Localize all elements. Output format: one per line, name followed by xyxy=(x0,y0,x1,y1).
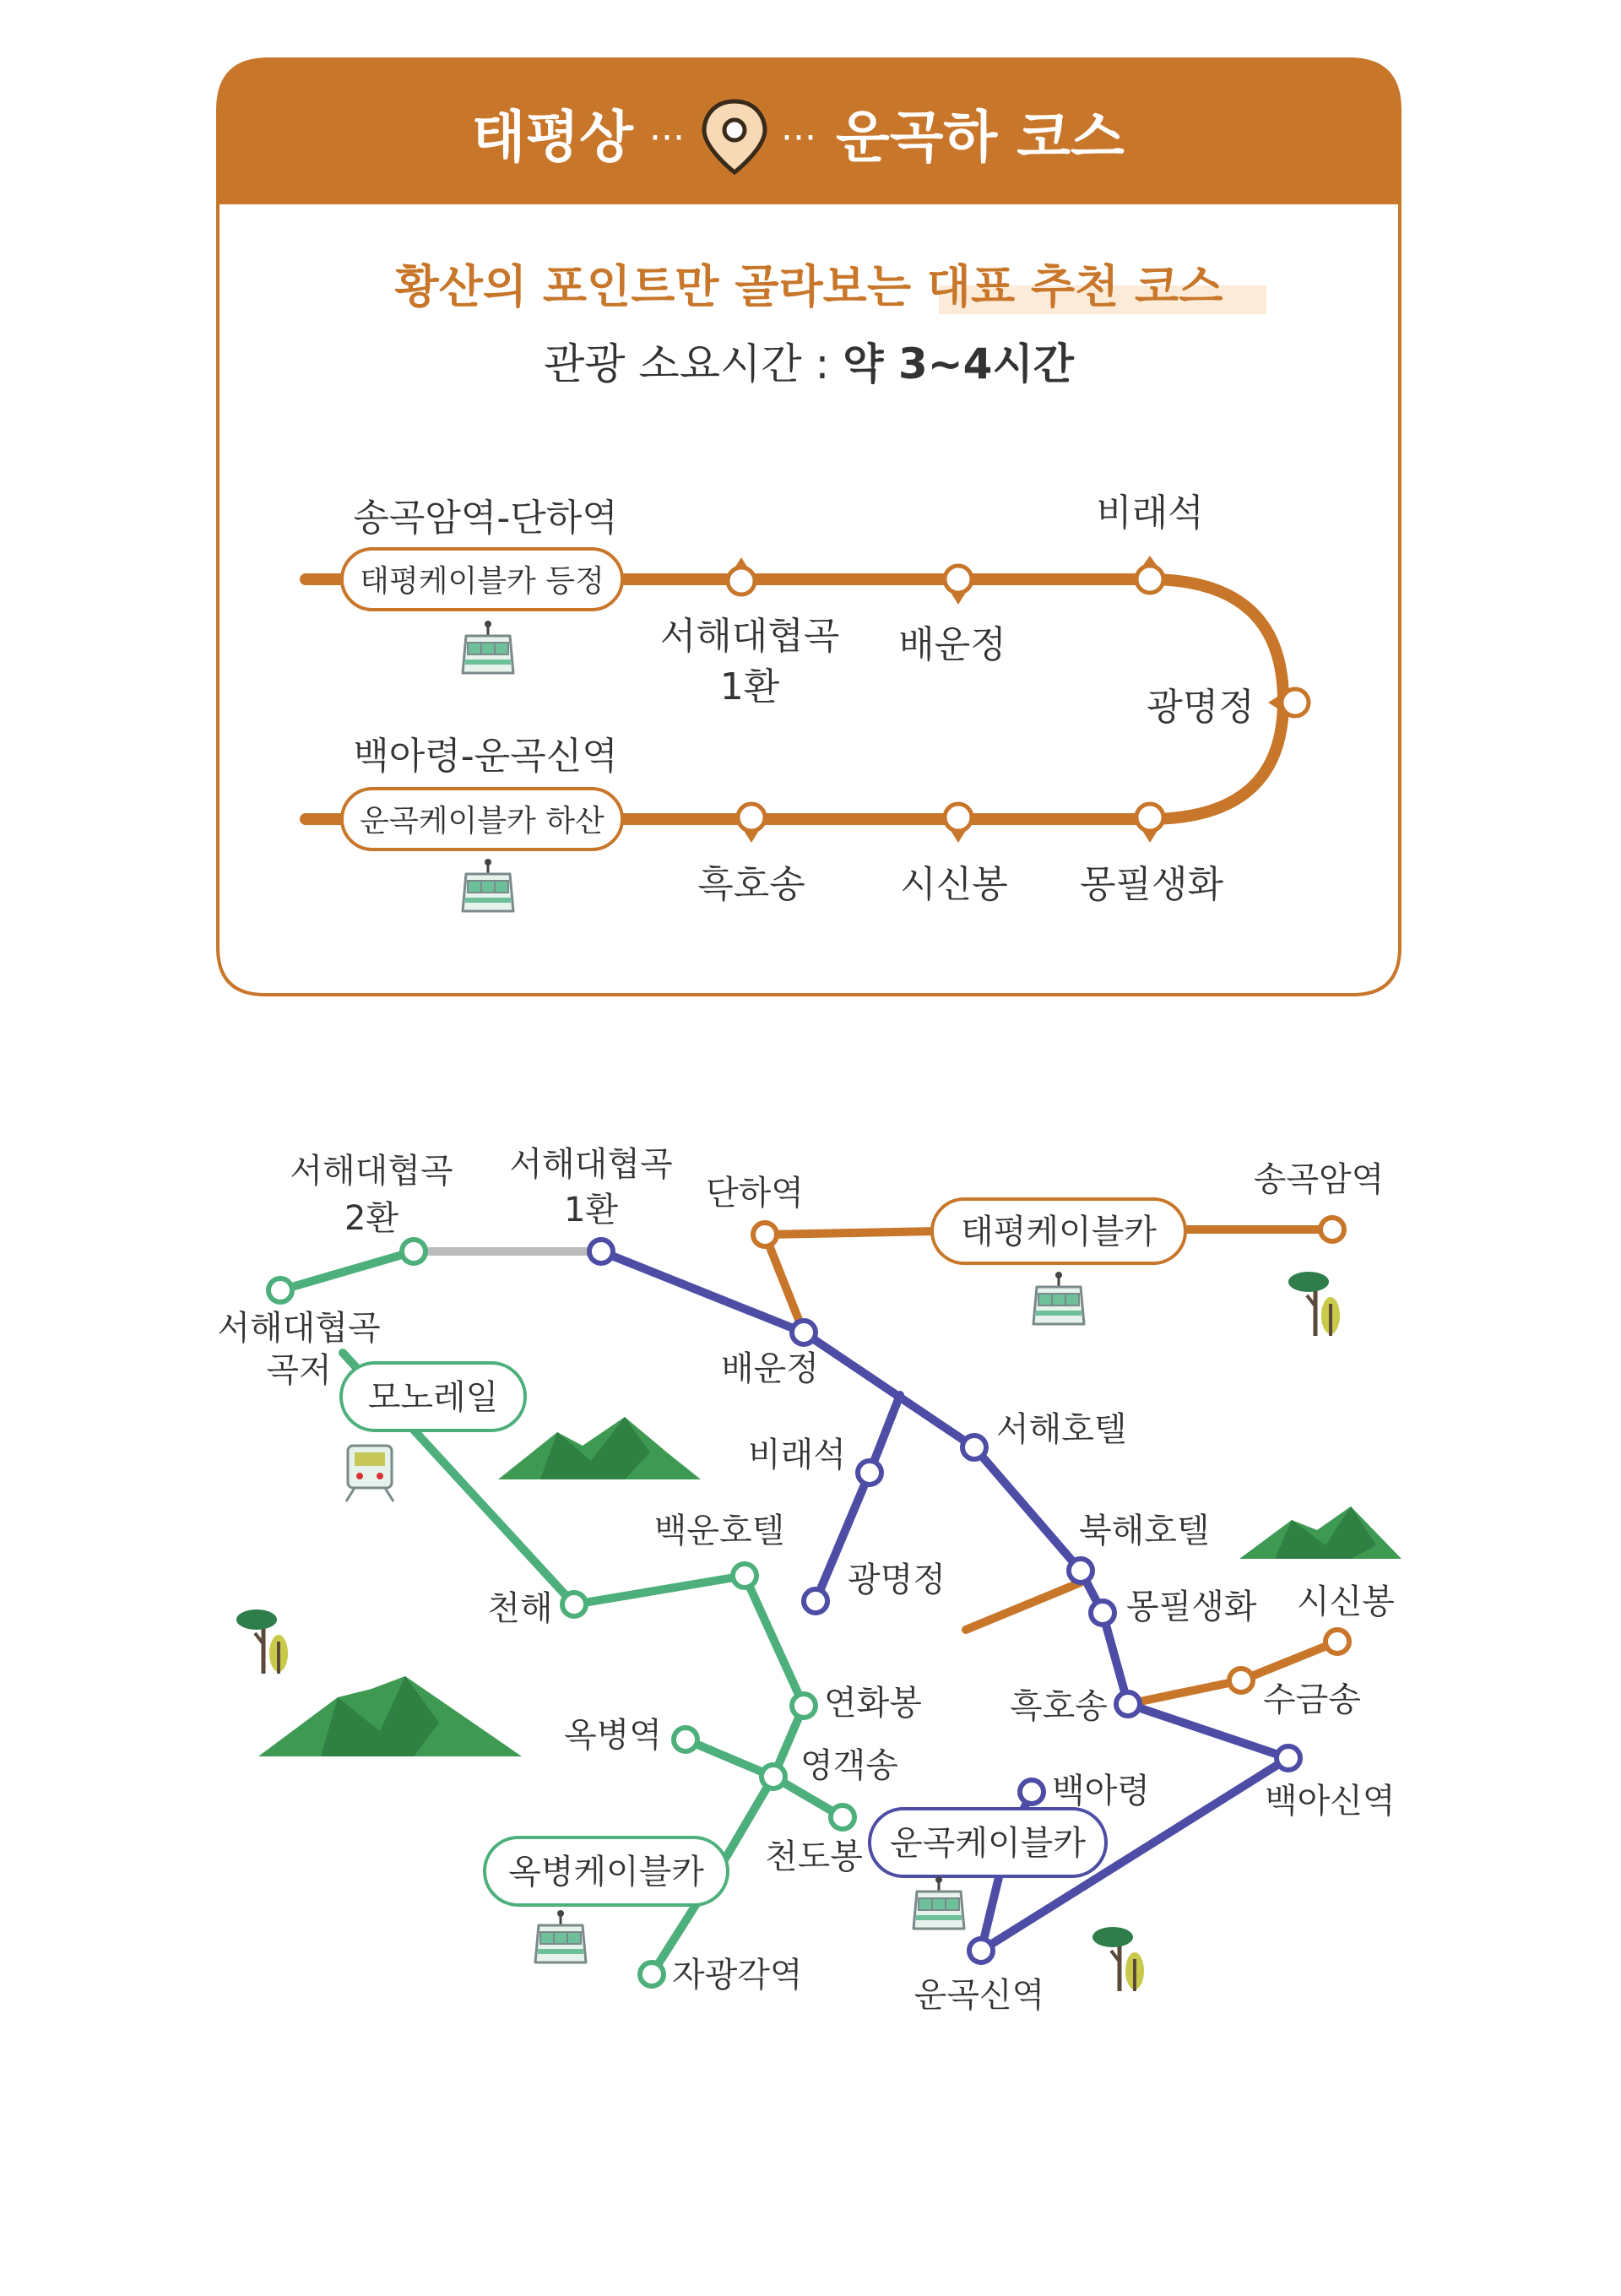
cable-car-icon xyxy=(914,1876,964,1929)
stop-label: 광명정 xyxy=(1147,686,1255,729)
map-label: 광명정 xyxy=(848,1561,946,1599)
ungok-cable-label: 운곡케이블카 xyxy=(890,1824,1086,1863)
course-title-dots-right: ··· xyxy=(781,117,816,160)
course-title-end: 운곡하 코스 xyxy=(836,105,1125,170)
stop-label: 몽필생화 xyxy=(1079,863,1224,906)
route-map xyxy=(217,1145,1401,2015)
stop-label: 배운정 xyxy=(898,623,1006,666)
map-label: 운곡신역 xyxy=(914,1976,1045,2015)
monorail-train-icon xyxy=(346,1446,393,1501)
stop-label: 1환 xyxy=(719,665,780,708)
course-subtitle: 황산의 포인트만 골라보는 대표 추천 코스 xyxy=(394,260,1223,313)
map-label: 흑호송 xyxy=(1010,1687,1108,1726)
cable-car-icon xyxy=(535,1910,586,1962)
taepyeong-cable-label: 태평케이블카 xyxy=(961,1213,1157,1251)
stop-label: 비래석 xyxy=(1096,491,1204,535)
map-label: 북해호텔 xyxy=(1079,1512,1210,1550)
map-label: 몽필생화 xyxy=(1126,1588,1257,1626)
map-label: 백운호텔 xyxy=(653,1512,785,1550)
monorail-label: 모노레일 xyxy=(367,1378,499,1417)
stop-label: 서해대협곡 xyxy=(659,615,840,658)
mountain-icon xyxy=(258,1676,522,1756)
map-label: 자광각역 xyxy=(672,1956,803,1995)
map-label: 천해 xyxy=(487,1589,553,1628)
mountain-icon xyxy=(1239,1506,1401,1559)
map-label: 서해대협곡 xyxy=(217,1309,381,1348)
mountain-icon xyxy=(498,1417,701,1479)
top-station-label: 송곡암역-단하역 xyxy=(353,497,618,540)
tree-icon xyxy=(236,1609,288,1674)
map-label: 천도봉 xyxy=(765,1837,863,1876)
map-label: 곡저 xyxy=(266,1351,332,1390)
map-label: 백아신역 xyxy=(1265,1782,1396,1821)
map-label: 비래석 xyxy=(748,1436,846,1474)
map-label: 시신봉 xyxy=(1297,1582,1395,1621)
course-title-dots-left: ··· xyxy=(649,117,685,160)
map-label: 1환 xyxy=(563,1191,619,1229)
tree-icon xyxy=(1288,1272,1340,1336)
okbyeong-cable-label: 옥병케이블카 xyxy=(508,1853,704,1892)
bottom-station-label: 백아령-운곡신역 xyxy=(353,735,618,778)
map-label: 송곡암역 xyxy=(1253,1160,1385,1199)
map-label: 단하역 xyxy=(706,1174,804,1213)
bottom-cable-label: 운곡케이블카 하산 xyxy=(360,804,604,839)
top-cable-label: 태평케이블카 등정 xyxy=(360,564,604,599)
course-card xyxy=(218,59,1400,995)
map-label: 서해대협곡 xyxy=(290,1152,453,1191)
map-label: 배운정 xyxy=(721,1349,819,1388)
map-label: 서해호텔 xyxy=(996,1410,1127,1449)
map-label: 서해대협곡 xyxy=(509,1145,673,1184)
map-label: 수금송 xyxy=(1263,1680,1361,1719)
stop-label: 시신봉 xyxy=(900,863,1008,906)
map-label: 옥병역 xyxy=(564,1716,662,1755)
course-title-start: 태평상 xyxy=(471,105,633,170)
map-label: 백아령 xyxy=(1052,1772,1150,1810)
course-duration: 관광 소요시간 : 약 3~4시간 xyxy=(543,339,1075,388)
map-label: 2환 xyxy=(344,1199,399,1238)
map-station-labels xyxy=(217,1145,1395,2015)
map-label: 연화봉 xyxy=(824,1684,922,1723)
tree-icon xyxy=(1092,1927,1144,1991)
stop-label: 흑호송 xyxy=(697,863,805,906)
cable-car-icon xyxy=(1033,1272,1084,1324)
map-label: 영객송 xyxy=(800,1746,898,1785)
